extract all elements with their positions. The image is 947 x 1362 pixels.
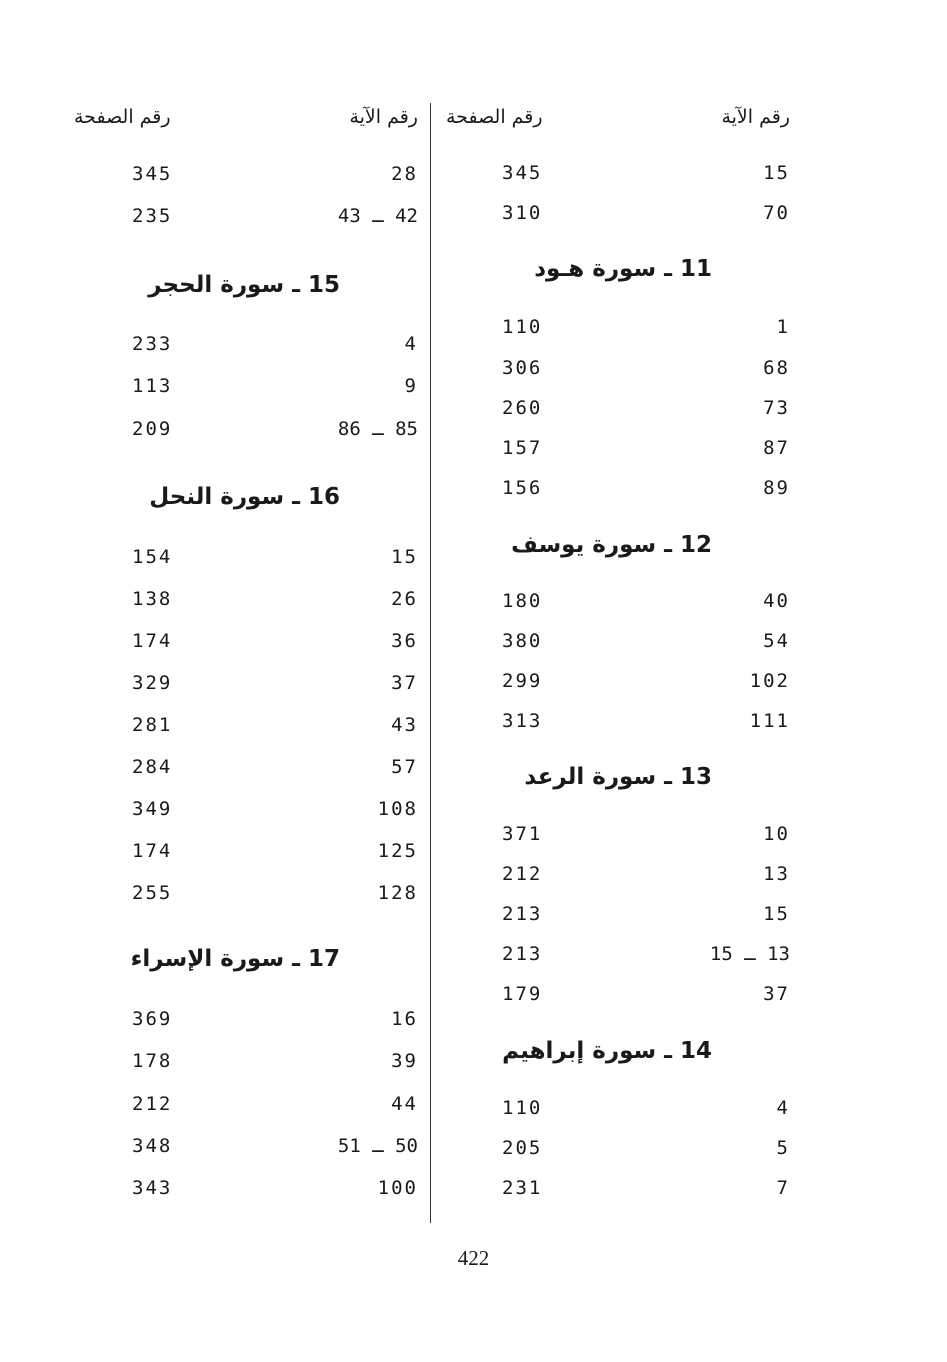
verse-cell: 128 — [377, 882, 418, 904]
page-cell: 178 — [132, 1050, 173, 1072]
verse-cell: 28 — [391, 163, 418, 185]
verse-cell: 15 — [391, 546, 418, 568]
verse-cell: 102 — [749, 670, 790, 692]
page-cell: 345 — [502, 162, 543, 184]
page-cell: 205 — [502, 1137, 543, 1159]
page-cell: 154 — [132, 546, 173, 568]
surah-title: 13 ـ سورة الرعد — [524, 764, 712, 790]
page-cell: 180 — [502, 590, 543, 612]
verse-number-header: رقم الآية — [721, 106, 790, 128]
page-cell: 110 — [502, 316, 543, 338]
column-divider — [430, 103, 431, 1223]
verse-cell: 54 — [763, 630, 790, 652]
verse-cell: 73 — [763, 397, 790, 419]
verse-cell: 43 — [391, 714, 418, 736]
page-cell: 138 — [132, 588, 173, 610]
verse-cell: 13 — [763, 863, 790, 885]
page-number: 422 — [457, 1246, 490, 1270]
verse-number-header: رقم الآية — [349, 106, 418, 128]
verse-cell: 15 — [763, 162, 790, 184]
surah-title: 15 ـ سورة الحجر — [148, 272, 340, 298]
verse-cell: 4 — [404, 333, 418, 355]
page-cell: 213 — [502, 943, 543, 965]
surah-title: 12 ـ سورة يوسف — [511, 532, 712, 558]
verse-cell: 26 — [391, 588, 418, 610]
page-cell: 255 — [132, 882, 173, 904]
verse-cell: 87 — [763, 437, 790, 459]
verse-cell: 9 — [404, 375, 418, 397]
page-cell: 329 — [132, 672, 173, 694]
verse-cell: 4 — [776, 1097, 790, 1119]
page-cell: 260 — [502, 397, 543, 419]
page-cell: 343 — [132, 1177, 173, 1199]
page-cell: 233 — [132, 333, 173, 355]
page-cell: 213 — [502, 903, 543, 925]
page-cell: 157 — [502, 437, 543, 459]
verse-cell: 42 ـ 43 — [337, 205, 418, 227]
page-cell: 349 — [132, 798, 173, 820]
verse-cell: 111 — [749, 710, 790, 732]
page-cell: 235 — [132, 205, 173, 227]
page-cell: 174 — [132, 630, 173, 652]
page-cell: 345 — [132, 163, 173, 185]
page-cell: 371 — [502, 823, 543, 845]
page-cell: 179 — [502, 983, 543, 1005]
surah-title: 14 ـ سورة إبراهيم — [502, 1038, 712, 1064]
page-cell: 310 — [502, 202, 543, 224]
page-number-header: رقم الصفحة — [74, 106, 171, 128]
verse-cell: 68 — [763, 357, 790, 379]
page-cell: 212 — [132, 1093, 173, 1115]
verse-cell: 1 — [776, 316, 790, 338]
page-cell: 156 — [502, 477, 543, 499]
verse-cell: 89 — [763, 477, 790, 499]
surah-title: 16 ـ سورة النحل — [149, 484, 340, 510]
verse-cell: 37 — [391, 672, 418, 694]
page-cell: 209 — [132, 418, 173, 440]
surah-title: 11 ـ سورة هـود — [534, 256, 712, 282]
verse-cell: 16 — [391, 1008, 418, 1030]
verse-cell: 5 — [776, 1137, 790, 1159]
verse-cell: 44 — [391, 1093, 418, 1115]
verse-cell: 108 — [377, 798, 418, 820]
page-cell: 313 — [502, 710, 543, 732]
verse-cell: 85 ـ 86 — [337, 418, 418, 440]
verse-cell: 39 — [391, 1050, 418, 1072]
page-cell: 231 — [502, 1177, 543, 1199]
verse-cell: 10 — [763, 823, 790, 845]
verse-cell: 125 — [377, 840, 418, 862]
page-cell: 113 — [132, 375, 173, 397]
verse-cell: 100 — [377, 1177, 418, 1199]
verse-cell: 50 ـ 51 — [337, 1135, 418, 1157]
page-cell: 110 — [502, 1097, 543, 1119]
page-cell: 299 — [502, 670, 543, 692]
page-cell: 174 — [132, 840, 173, 862]
page-cell: 348 — [132, 1135, 173, 1157]
surah-title: 17 ـ سورة الإسراء — [130, 946, 340, 972]
verse-cell: 57 — [391, 756, 418, 778]
page-cell: 284 — [132, 756, 173, 778]
verse-cell: 40 — [763, 590, 790, 612]
verse-cell: 36 — [391, 630, 418, 652]
verse-cell: 13 ـ 15 — [709, 943, 790, 965]
verse-cell: 7 — [776, 1177, 790, 1199]
verse-cell: 37 — [763, 983, 790, 1005]
page-cell: 212 — [502, 863, 543, 885]
page-cell: 380 — [502, 630, 543, 652]
page-number-header: رقم الصفحة — [446, 106, 543, 128]
page-cell: 306 — [502, 357, 543, 379]
verse-cell: 70 — [763, 202, 790, 224]
page-cell: 281 — [132, 714, 173, 736]
page-cell: 369 — [132, 1008, 173, 1030]
verse-cell: 15 — [763, 903, 790, 925]
